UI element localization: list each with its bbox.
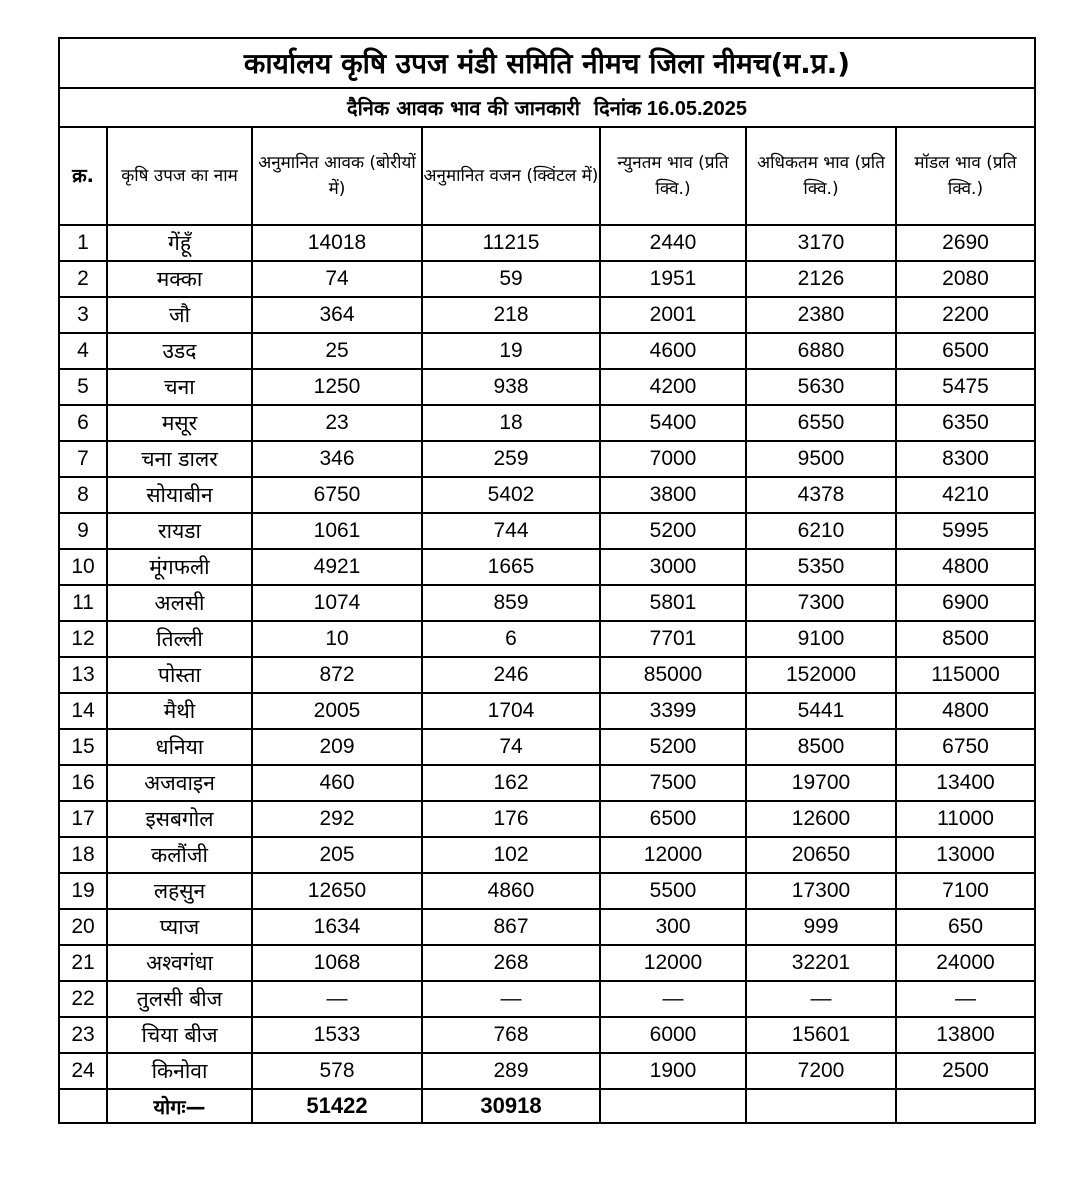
cell-modal-price: 6350 [896, 405, 1035, 441]
cell-min-price: 1900 [600, 1053, 746, 1089]
table-row [59, 549, 1035, 585]
cell-arrival-bags: 10 [252, 621, 422, 657]
cell-min-price: 2440 [600, 225, 746, 261]
table-row [59, 513, 1035, 549]
cell-modal-price: 6750 [896, 729, 1035, 765]
cell-sno: 2 [59, 261, 107, 297]
table-row [59, 333, 1035, 369]
cell-weight-quintal: 18 [422, 405, 600, 441]
cell-modal-price: 6900 [896, 585, 1035, 621]
office-title: कार्यालय कृषि उपज मंडी समिति नीमच जिला नीमच(म.प्र.) [59, 38, 1035, 88]
cell-weight-quintal: 289 [422, 1053, 600, 1089]
cell-weight-quintal: 246 [422, 657, 600, 693]
col-header-weight: अनुमानित वजन (क्विंटल में) [422, 127, 600, 225]
cell-sno: 21 [59, 945, 107, 981]
cell-arrival-bags: 1634 [252, 909, 422, 945]
cell-modal-price: 8300 [896, 441, 1035, 477]
cell-min-price: 6500 [600, 801, 746, 837]
cell-min-price: 12000 [600, 945, 746, 981]
cell-weight-quintal: 102 [422, 837, 600, 873]
cell-crop-name: लहसुन [107, 873, 252, 909]
cell-modal-price: 650 [896, 909, 1035, 945]
cell-arrival-bags: 205 [252, 837, 422, 873]
cell-modal-price: 8500 [896, 621, 1035, 657]
cell-modal-price: 4800 [896, 549, 1035, 585]
cell-crop-name: कलौंजी [107, 837, 252, 873]
cell-crop-name: चना डालर [107, 441, 252, 477]
cell-max-price: 999 [746, 909, 896, 945]
table-row [59, 693, 1035, 729]
cell-min-price: 7500 [600, 765, 746, 801]
cell-max-price: 7200 [746, 1053, 896, 1089]
cell-modal-price: 5475 [896, 369, 1035, 405]
table-row [59, 405, 1035, 441]
cell-min-price: 3000 [600, 549, 746, 585]
cell-arrival-bags: 1068 [252, 945, 422, 981]
cell-crop-name: सोयाबीन [107, 477, 252, 513]
cell-arrival-bags: 1533 [252, 1017, 422, 1053]
cell-modal-price: 115000 [896, 657, 1035, 693]
rate-table [58, 37, 1036, 1124]
table-row [59, 1053, 1035, 1089]
cell-arrival-bags: 364 [252, 297, 422, 333]
table-row [59, 585, 1035, 621]
table-row [59, 225, 1035, 261]
col-header-min-price: न्युनतम भाव (प्रति क्वि.) [600, 127, 746, 225]
cell-crop-name: उडद [107, 333, 252, 369]
table-row [59, 765, 1035, 801]
cell-max-price: — [746, 981, 896, 1017]
cell-sno: 17 [59, 801, 107, 837]
cell-max-price: 15601 [746, 1017, 896, 1053]
cell-max-price: 2380 [746, 297, 896, 333]
cell-sno: 15 [59, 729, 107, 765]
cell-crop-name: जौ [107, 297, 252, 333]
cell-crop-name: मैथी [107, 693, 252, 729]
cell-modal-price: 7100 [896, 873, 1035, 909]
cell-weight-quintal: 11215 [422, 225, 600, 261]
cell-max-price: 4378 [746, 477, 896, 513]
cell-max-price: 9100 [746, 621, 896, 657]
cell-modal-price: — [896, 981, 1035, 1017]
cell-weight-quintal: 744 [422, 513, 600, 549]
table-row [59, 945, 1035, 981]
cell-sno: 12 [59, 621, 107, 657]
cell-weight-quintal: 218 [422, 297, 600, 333]
cell-sno: 18 [59, 837, 107, 873]
cell-crop-name: रायडा [107, 513, 252, 549]
cell-weight-quintal: 768 [422, 1017, 600, 1053]
cell-weight-quintal: 4860 [422, 873, 600, 909]
cell-weight-quintal: 859 [422, 585, 600, 621]
report-date: दिनांक 16.05.2025 [593, 98, 748, 120]
cell-arrival-bags: 74 [252, 261, 422, 297]
total-weight: 30918 [422, 1089, 600, 1123]
cell-crop-name: गेंहूँ [107, 225, 252, 261]
cell-arrival-bags: 23 [252, 405, 422, 441]
cell-weight-quintal: 5402 [422, 477, 600, 513]
cell-weight-quintal: 1704 [422, 693, 600, 729]
cell-modal-price: 4800 [896, 693, 1035, 729]
cell-crop-name: तिल्ली [107, 621, 252, 657]
table-row [59, 369, 1035, 405]
cell-sno: 7 [59, 441, 107, 477]
cell-max-price: 3170 [746, 225, 896, 261]
cell-weight-quintal: 59 [422, 261, 600, 297]
cell-min-price: 300 [600, 909, 746, 945]
cell-crop-name: अजवाइन [107, 765, 252, 801]
col-header-modal-price: मॉडल भाव (प्रति क्वि.) [896, 127, 1035, 225]
cell-sno: 20 [59, 909, 107, 945]
cell-weight-quintal: 6 [422, 621, 600, 657]
cell-sno: 24 [59, 1053, 107, 1089]
cell-arrival-bags: 460 [252, 765, 422, 801]
cell-min-price: 4600 [600, 333, 746, 369]
cell-arrival-bags: 14018 [252, 225, 422, 261]
cell-sno: 9 [59, 513, 107, 549]
cell-weight-quintal: — [422, 981, 600, 1017]
cell-min-price: 12000 [600, 837, 746, 873]
cell-sno: 6 [59, 405, 107, 441]
cell-modal-price: 2690 [896, 225, 1035, 261]
cell-crop-name: अलसी [107, 585, 252, 621]
cell-sno: 1 [59, 225, 107, 261]
cell-arrival-bags: 6750 [252, 477, 422, 513]
cell-min-price: 7701 [600, 621, 746, 657]
table-row [59, 873, 1035, 909]
table-row [59, 261, 1035, 297]
column-header-row [59, 127, 1035, 225]
cell-sno: 23 [59, 1017, 107, 1053]
table-row [59, 729, 1035, 765]
cell-arrival-bags: 1061 [252, 513, 422, 549]
cell-min-price: 4200 [600, 369, 746, 405]
total-row [59, 1089, 1035, 1123]
cell-arrival-bags: 1250 [252, 369, 422, 405]
total-empty-cell [600, 1089, 746, 1123]
cell-weight-quintal: 867 [422, 909, 600, 945]
cell-arrival-bags: 209 [252, 729, 422, 765]
cell-min-price: 85000 [600, 657, 746, 693]
cell-max-price: 7300 [746, 585, 896, 621]
report-subtitle [59, 88, 1035, 127]
cell-crop-name: किनोवा [107, 1053, 252, 1089]
cell-modal-price: 6500 [896, 333, 1035, 369]
cell-max-price: 19700 [746, 765, 896, 801]
cell-modal-price: 4210 [896, 477, 1035, 513]
cell-max-price: 9500 [746, 441, 896, 477]
cell-modal-price: 2500 [896, 1053, 1035, 1089]
cell-min-price: 5500 [600, 873, 746, 909]
cell-min-price: 5400 [600, 405, 746, 441]
cell-max-price: 12600 [746, 801, 896, 837]
cell-max-price: 5630 [746, 369, 896, 405]
table-row [59, 477, 1035, 513]
cell-min-price: 3399 [600, 693, 746, 729]
total-arrival: 51422 [252, 1089, 422, 1123]
cell-weight-quintal: 19 [422, 333, 600, 369]
cell-max-price: 5441 [746, 693, 896, 729]
report-heading: दैनिक आवक भाव की जानकारी [346, 96, 580, 120]
table-row [59, 981, 1035, 1017]
cell-modal-price: 2080 [896, 261, 1035, 297]
table-row [59, 657, 1035, 693]
cell-sno: 14 [59, 693, 107, 729]
cell-sno: 13 [59, 657, 107, 693]
cell-max-price: 6550 [746, 405, 896, 441]
total-empty-cell [896, 1089, 1035, 1123]
cell-sno: 4 [59, 333, 107, 369]
table-row [59, 909, 1035, 945]
table-row [59, 621, 1035, 657]
cell-modal-price: 5995 [896, 513, 1035, 549]
cell-modal-price: 13800 [896, 1017, 1035, 1053]
cell-max-price: 6210 [746, 513, 896, 549]
cell-sno: 19 [59, 873, 107, 909]
cell-min-price: — [600, 981, 746, 1017]
cell-sno: 10 [59, 549, 107, 585]
table-row [59, 837, 1035, 873]
cell-crop-name: इसबगोल [107, 801, 252, 837]
cell-crop-name: पोस्ता [107, 657, 252, 693]
total-sno-cell [59, 1089, 107, 1123]
col-header-name: कृषि उपज का नाम [107, 127, 252, 225]
cell-weight-quintal: 1665 [422, 549, 600, 585]
cell-min-price: 2001 [600, 297, 746, 333]
total-empty-cell [746, 1089, 896, 1123]
cell-max-price: 5350 [746, 549, 896, 585]
cell-weight-quintal: 938 [422, 369, 600, 405]
cell-arrival-bags: 25 [252, 333, 422, 369]
cell-weight-quintal: 268 [422, 945, 600, 981]
cell-arrival-bags: 4921 [252, 549, 422, 585]
cell-crop-name: धनिया [107, 729, 252, 765]
cell-sno: 3 [59, 297, 107, 333]
cell-modal-price: 13000 [896, 837, 1035, 873]
cell-crop-name: प्याज [107, 909, 252, 945]
cell-arrival-bags: — [252, 981, 422, 1017]
cell-arrival-bags: 1074 [252, 585, 422, 621]
cell-min-price: 5200 [600, 729, 746, 765]
cell-min-price: 5200 [600, 513, 746, 549]
cell-modal-price: 13400 [896, 765, 1035, 801]
cell-min-price: 7000 [600, 441, 746, 477]
cell-min-price: 1951 [600, 261, 746, 297]
cell-max-price: 6880 [746, 333, 896, 369]
cell-arrival-bags: 292 [252, 801, 422, 837]
cell-crop-name: मसूर [107, 405, 252, 441]
total-label: योगः— [107, 1089, 252, 1123]
cell-arrival-bags: 12650 [252, 873, 422, 909]
table-row [59, 297, 1035, 333]
table-row [59, 441, 1035, 477]
cell-arrival-bags: 2005 [252, 693, 422, 729]
cell-weight-quintal: 162 [422, 765, 600, 801]
cell-max-price: 32201 [746, 945, 896, 981]
mandi-rate-sheet [58, 37, 1034, 1124]
cell-arrival-bags: 872 [252, 657, 422, 693]
cell-modal-price: 2200 [896, 297, 1035, 333]
cell-arrival-bags: 346 [252, 441, 422, 477]
table-row [59, 1017, 1035, 1053]
cell-max-price: 8500 [746, 729, 896, 765]
cell-crop-name: चिया बीज [107, 1017, 252, 1053]
cell-arrival-bags: 578 [252, 1053, 422, 1089]
cell-sno: 8 [59, 477, 107, 513]
cell-max-price: 17300 [746, 873, 896, 909]
cell-min-price: 5801 [600, 585, 746, 621]
cell-sno: 16 [59, 765, 107, 801]
cell-modal-price: 11000 [896, 801, 1035, 837]
col-header-sno: क्र. [59, 127, 107, 225]
cell-max-price: 152000 [746, 657, 896, 693]
cell-sno: 5 [59, 369, 107, 405]
cell-weight-quintal: 176 [422, 801, 600, 837]
cell-sno: 11 [59, 585, 107, 621]
cell-weight-quintal: 74 [422, 729, 600, 765]
cell-crop-name: मक्का [107, 261, 252, 297]
cell-max-price: 2126 [746, 261, 896, 297]
col-header-arrival: अनुमानित आवक (बोरीयों में) [252, 127, 422, 225]
cell-weight-quintal: 259 [422, 441, 600, 477]
cell-crop-name: चना [107, 369, 252, 405]
cell-sno: 22 [59, 981, 107, 1017]
cell-modal-price: 24000 [896, 945, 1035, 981]
cell-crop-name: अश्वगंधा [107, 945, 252, 981]
cell-min-price: 3800 [600, 477, 746, 513]
table-row [59, 801, 1035, 837]
cell-crop-name: तुलसी बीज [107, 981, 252, 1017]
cell-crop-name: मूंगफली [107, 549, 252, 585]
cell-min-price: 6000 [600, 1017, 746, 1053]
col-header-max-price: अधिकतम भाव (प्रति क्वि.) [746, 127, 896, 225]
table-body [59, 225, 1035, 1089]
cell-max-price: 20650 [746, 837, 896, 873]
